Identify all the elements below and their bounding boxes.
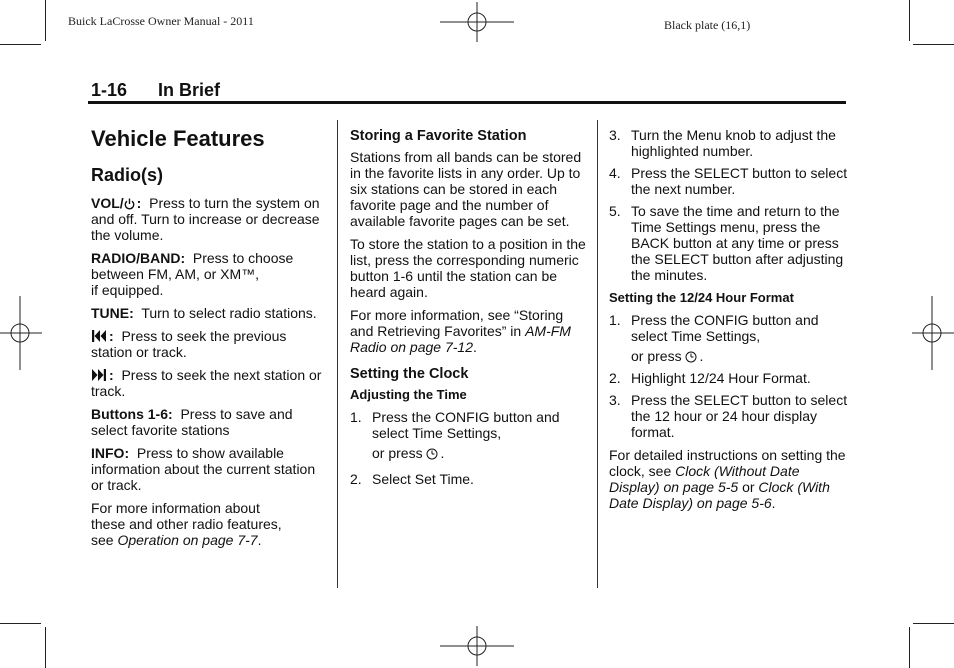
radio-band-text-1: Press to choose between FM, AM, or XM™,	[91, 250, 294, 282]
step-number: 2.	[609, 370, 621, 386]
vol-paragraph	[91, 195, 331, 243]
more-info-end: .	[257, 532, 262, 548]
radio-heading: Radio(s)	[91, 165, 163, 185]
format-steps	[609, 312, 849, 440]
info-paragraph	[91, 445, 331, 493]
list-item	[350, 471, 586, 487]
seek-previous-paragraph	[91, 328, 331, 360]
list-item	[350, 409, 586, 461]
more-info-line-2: these and other radio features,	[91, 516, 282, 532]
list-item	[609, 203, 849, 283]
step-number: 3.	[609, 127, 621, 143]
tune-label: TUNE:	[91, 305, 134, 321]
seek-previous-icon	[91, 329, 107, 343]
storing-paragraph-2: To store the station to a position in the list, press the corresponding numeric button 1-6 until the station can be heard again.	[350, 236, 586, 300]
header-rule	[88, 101, 846, 104]
info-label: INFO:	[91, 445, 130, 461]
column-2	[350, 127, 586, 494]
buttons-label: Buttons 1-6:	[91, 406, 173, 422]
registration-mark-bottom	[440, 626, 514, 666]
storing-paragraph-1: Stations from all bands can be stored in the favorite lists in any order. Up to six stations can be stored in each favorite page and the number of available favorite pages can be set.	[350, 149, 582, 229]
step-number: 3.	[609, 392, 621, 408]
registration-mark-top	[440, 2, 514, 42]
am-fm-radio-reference-link[interactable]: AM-FM Radio on page 7-12	[350, 323, 571, 355]
tune-text: Turn to select radio stations.	[141, 305, 317, 321]
clock-icon	[685, 351, 697, 363]
vol-text: Press to turn the system on and off. Turn to increase or decrease the volume.	[91, 195, 320, 243]
step-text: Turn the Menu knob to adjust the highlighted number.	[631, 127, 836, 159]
seek-next-colon: :	[109, 367, 114, 383]
step-number: 2.	[350, 471, 362, 487]
registration-mark-left	[0, 296, 42, 370]
column-divider-1	[337, 120, 338, 588]
step-or-press: or press	[372, 445, 423, 461]
list-item	[609, 312, 849, 364]
info-text: Press to show available information about the current station or track.	[91, 445, 316, 493]
detail-paragraph	[609, 447, 849, 511]
step-text: Select Set Time.	[372, 471, 474, 487]
radio-band-label: RADIO/BAND:	[91, 250, 186, 266]
column-3	[609, 127, 849, 518]
step-text: Highlight 12/24 Hour Format.	[631, 370, 811, 386]
tune-paragraph	[91, 305, 331, 321]
section-header	[91, 80, 220, 101]
page-title: Vehicle Features	[91, 126, 265, 151]
detail-end: .	[771, 495, 776, 511]
detail-start: For detailed instructions on setting the clock, see	[609, 447, 846, 479]
clock-heading: Setting the Clock	[350, 366, 469, 382]
buttons-paragraph	[91, 406, 331, 438]
vol-colon: :	[136, 195, 142, 211]
seek-next-icon	[91, 368, 107, 382]
step-number: 1.	[609, 312, 621, 328]
clock-without-date-reference-link[interactable]: Clock (Without Date Display) on page 5-5	[609, 463, 800, 495]
step-end: .	[699, 348, 704, 364]
list-item	[609, 165, 849, 197]
radio-band-text-2: if equipped.	[91, 282, 164, 298]
detail-or: or	[742, 479, 755, 495]
storing-p3-end: .	[473, 339, 477, 355]
manual-title: Buick LaCrosse Owner Manual - 2011	[68, 14, 254, 28]
list-item	[609, 370, 849, 386]
storing-heading: Storing a Favorite Station	[350, 128, 527, 144]
adjusting-heading: Adjusting the Time	[350, 387, 467, 402]
clock-icon	[426, 448, 438, 460]
list-item	[609, 392, 849, 440]
more-info-line-1: For more information about	[91, 500, 260, 516]
step-number: 4.	[609, 165, 621, 181]
step-number: 5.	[609, 203, 621, 219]
step-text: To save the time and return to the Time Settings menu, press the BACK button at any time or press the SELECT button after adjusting the minutes.	[631, 203, 844, 283]
plate-label: Black plate (16,1)	[664, 18, 751, 32]
step-text: Press the CONFIG button and select Time Settings,	[631, 312, 819, 344]
more-info-see: see	[91, 532, 114, 548]
buttons-text: Press to save and select favorite stations	[91, 406, 293, 438]
step-text: Press the CONFIG button and select Time Settings,	[372, 409, 560, 441]
step-number: 1.	[350, 409, 362, 425]
adjusting-steps-continued	[609, 127, 849, 283]
column-1	[91, 126, 331, 555]
step-text: Press the SELECT button to select the 12 hour or 24 hour display format.	[631, 392, 848, 440]
page-number: 1-16	[91, 80, 128, 100]
operation-reference-link[interactable]: Operation on page 7-7	[117, 532, 258, 548]
more-info-paragraph	[91, 500, 331, 548]
power-icon	[124, 198, 135, 210]
radio-band-paragraph	[91, 250, 331, 298]
section-title: In Brief	[158, 80, 221, 100]
storing-paragraph-3	[350, 307, 586, 355]
step-text: Press the SELECT button to select the next number.	[631, 165, 848, 197]
seek-next-text: Press to seek the next station or track.	[91, 367, 322, 399]
storing-p3-start: For more information, see “Storing and Retrieving Favorites” in	[350, 307, 564, 339]
step-end: .	[440, 445, 445, 461]
list-item	[609, 127, 849, 159]
step-or-press: or press	[631, 348, 682, 364]
clock-with-date-reference-link[interactable]: Clock (With Date Display) on page 5-6	[609, 479, 830, 511]
column-divider-2	[597, 120, 598, 588]
seek-previous-colon: :	[109, 328, 114, 344]
adjusting-steps	[350, 409, 586, 487]
seek-next-paragraph	[91, 367, 331, 399]
registration-mark-right	[912, 296, 954, 370]
vol-label: VOL/	[91, 195, 124, 211]
format-heading: Setting the 12/24 Hour Format	[609, 290, 794, 305]
seek-previous-text: Press to seek the previous station or track.	[91, 328, 287, 360]
